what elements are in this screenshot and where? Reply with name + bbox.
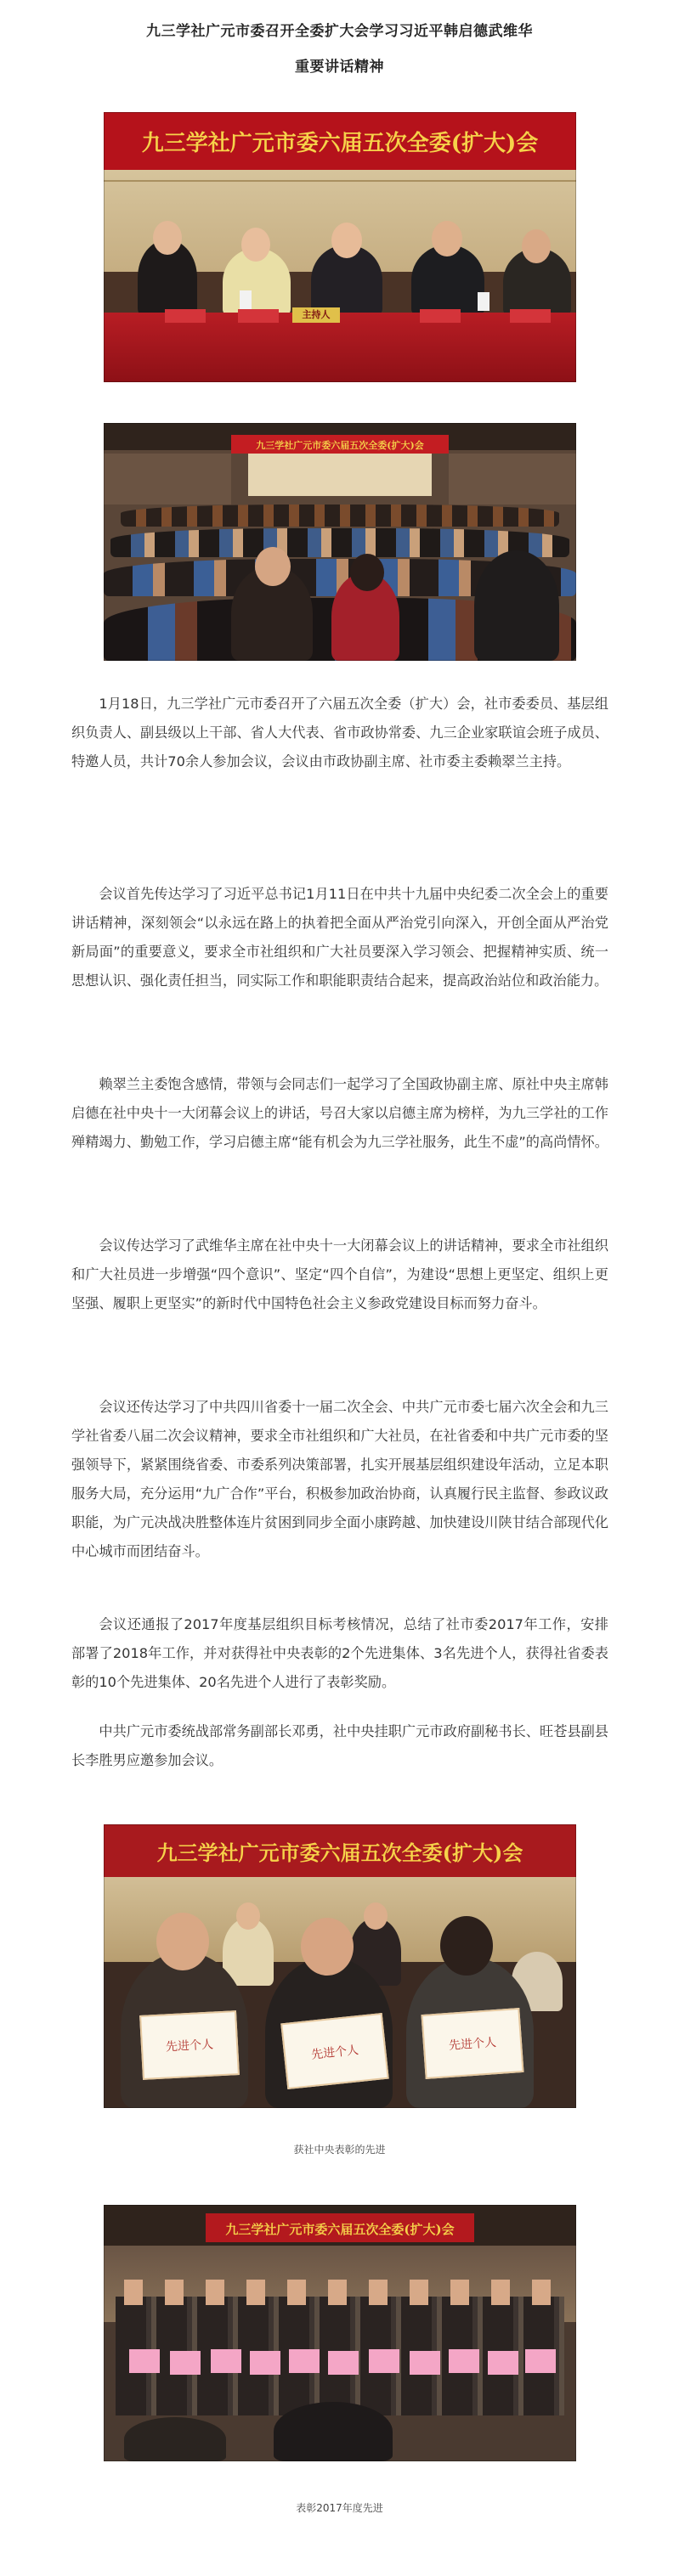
- photo-caption: 获社中央表彰的先进: [293, 2144, 386, 2156]
- group-banner-text: 九三学社广元市委六届五次全委(扩大)会: [225, 2222, 455, 2237]
- certificate-text: 先进个人: [310, 2043, 359, 2062]
- article-paragraph: 会议还通报了2017年度基层组织目标考核情况，总结了社市委2017年工作，安排部署了2018年工作，并对获得社中央表彰的2个先进集体、3名先进个人，获得社省委表彰的10个先进集体、20名先进个人进行了表彰奖励。: [71, 1616, 608, 1690]
- article-paragraph: 1月18日，九三学社广元市委召开了六届五次全委（扩大）会，社市委委员、基层组织负责人、副县级以上干部、省人大代表、省市政协常委、九三企业家联谊会班子成员、特邀人员，共计70余人参加会议，会议由市政协副主席、社市委主委赖翠兰主持。: [71, 696, 608, 769]
- meeting-banner-text: 九三学社广元市委六届五次全委(扩大)会: [141, 131, 539, 156]
- meeting-audience-photo: [104, 423, 576, 661]
- article-title-line2: 重要讲话精神: [295, 59, 384, 76]
- chair-namecard-text: 主持人: [302, 309, 331, 320]
- certificate-text: 先进个人: [448, 2036, 497, 2053]
- audience-banner-text: 九三学社广元市委六届五次全委(扩大)会: [256, 440, 424, 451]
- article-title-line1: 九三学社广元市委召开全委扩大会学习习近平韩启德武维华: [146, 23, 533, 40]
- article-paragraph: 中共广元市委统战部常务副部长邓勇，社中央挂职广元市政府副秘书长、旺苍县副县长李胜男应邀参加会议。: [71, 1723, 608, 1768]
- photo-caption: 表彰2017年度先进: [296, 2502, 383, 2514]
- award-banner-text: 九三学社广元市委六届五次全委(扩大)会: [156, 1840, 523, 1865]
- article-paragraph: 会议首先传达学习了习近平总书记1月11日在中共十九届中央纪委二次全会上的重要讲话精神，深刻领会“以永远在路上的执着把全面从严治党引向深入，开创全面从严治党新局面”的重要意义，要求全市社组织和广大社员要深入学习领会、把握精神实质、统一思想认识、强化责任担当，同实际工作和职能职责结合起来，提高政治站位和政治能力。: [71, 886, 608, 989]
- certificate-text: 先进个人: [165, 2038, 214, 2055]
- article-paragraph: 会议传达学习了武维华主席在社中央十一大闭幕会议上的讲话精神，要求全市社组织和广大社员进一步增强“四个意识”、坚定“四个自信”，为建设“思想上更坚定、组织上更坚强、履职上更坚实”的新时代中国特色社会主义参政党建设目标而努力奋斗。: [71, 1237, 608, 1311]
- award-group-photo: [104, 2205, 576, 2461]
- award-recipients-photo: [104, 1824, 576, 2108]
- meeting-rostrum-photo: [104, 112, 576, 382]
- article-paragraph: 赖翠兰主委饱含感情，带领与会同志们一起学习了全国政协副主席、原社中央主席韩启德在社中央十一大闭幕会议上的讲话，号召大家以启德主席为榜样，为九三学社的工作殚精竭力、勤勉工作，学习启德主席“能有机会为九三学社服务，此生不虚”的高尚情怀。: [71, 1076, 608, 1150]
- article-paragraph: 会议还传达学习了中共四川省委十一届二次全会、中共广元市委七届六次全会和九三学社省委八届二次会议精神，要求全市社组织和广大社员，在社省委和中共广元市委的坚强领导下，紧紧围绕省委、市委系列决策部署，扎实开展基层组织建设年活动，立足本职服务大局，充分运用“九广合作”平台，积极参加政治协商，认真履行民主监督、参政议政职能，为广元决战决胜整体连片贫困到同步全面小康跨越、加快建设川陕甘结合部现代化中心城市而团结奋斗。: [71, 1399, 608, 1559]
